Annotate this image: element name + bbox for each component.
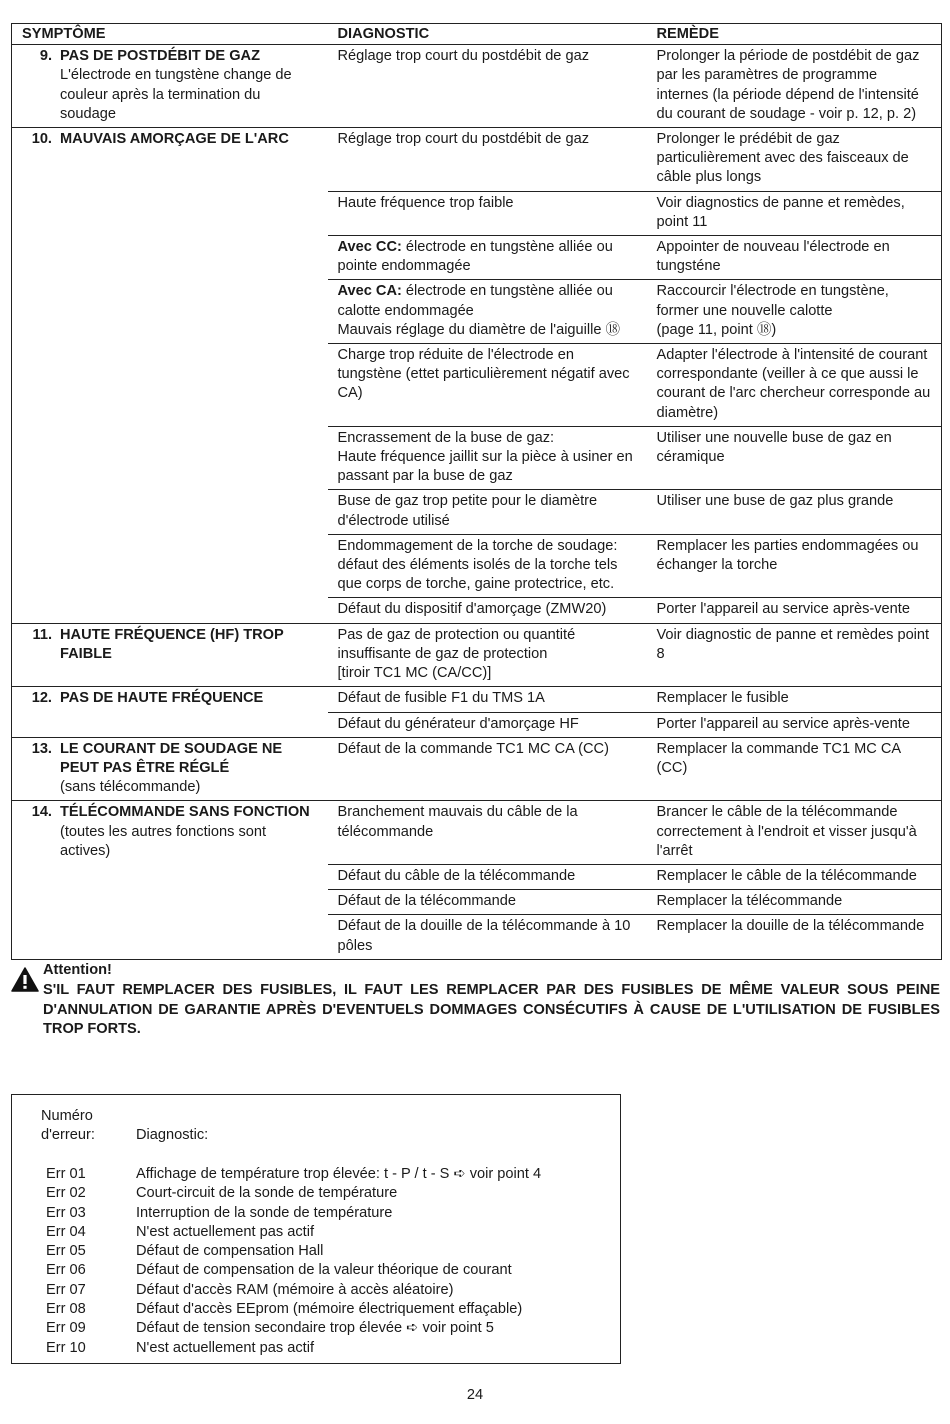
diagnostic-cell (328, 191, 647, 235)
diagnostic-cell (328, 915, 647, 959)
diagnostic-text: Haute fréquence trop faible (337, 194, 514, 211)
error-code: Err 01 (46, 1166, 86, 1182)
diagnostic-text: Encrassement de la buse de gaz: (337, 429, 555, 446)
error-header-diagnostic: Diagnostic: (136, 1127, 209, 1143)
diagnostic-line (338, 917, 637, 955)
remedy-text: Prolonger la période de postdébit de gaz par les paramètres de programme internes (la période dépend de l'intensité du courant de soudage - voir p. 12, p. 2) (656, 48, 920, 122)
diagnostic-text: électrode en tungstène alliée ou pointe endommagée (337, 239, 613, 275)
header-symptom: SYMPTÔME (12, 24, 328, 45)
diagnostic-line (338, 282, 637, 320)
remedy-text: Remplacer le câble de la télécommande (656, 867, 917, 884)
remedy-text: Porter l'appareil au service après-vente (656, 715, 910, 732)
symptom-cell (12, 623, 328, 687)
error-description: Affichage de température trop élevée: t - P / t - S ➪ voir point 4 (136, 1166, 542, 1182)
symptom-cell (12, 687, 328, 737)
remedy-cell (647, 236, 942, 280)
table-row (12, 623, 942, 687)
symptom-number: 9. (39, 48, 52, 65)
remedy-text: Remplacer la douille de la télécommande (656, 918, 925, 935)
remedy-text: Adapter l'électrode à l'intensité de courant correspondante (veiller à ce que aussi le courant de l'arc chercheur corresponde au diamètre) (656, 347, 931, 421)
diagnostic-cell (328, 890, 647, 915)
diagnostic-line (338, 803, 637, 841)
diagnostic-text: Endommagement de la torche de soudage: défaut des éléments isolés de la torche tels que corps de torche, gaine protectrice, etc. (337, 537, 618, 593)
table-row (12, 687, 942, 712)
error-list (12, 1165, 612, 1358)
diagnostic-cell (328, 687, 647, 712)
remedy-text: Voir diagnostics de panne et remèdes, point 11 (656, 194, 905, 230)
error-code: Err 07 (46, 1281, 86, 1298)
symptom-body (60, 626, 310, 664)
remedy-text: Prolonger le prédébit de gaz particulièrement avec des faisceaux de câble plus longs (656, 131, 909, 186)
error-description: Défaut d'accès EEprom (mémoire électriquement effaçable) (136, 1301, 523, 1318)
symptom-subtitle: L'électrode en tungstène change de couleur après la termination du soudage (60, 67, 292, 122)
error-row (12, 1339, 612, 1358)
error-row (12, 1242, 612, 1261)
remedy-text: Utiliser une buse de gaz plus grande (656, 493, 894, 510)
diagnostic-text: Défaut du dispositif d'amorçage (ZMW20) (337, 601, 607, 618)
diagnostic-condition: Avec CA: (337, 283, 402, 300)
diagnostic-text: Réglage trop court du postdébit de gaz (337, 48, 590, 65)
symptom-cell (12, 737, 328, 801)
diagnostic-cell (328, 598, 647, 623)
symptom-body (60, 130, 310, 149)
diagnostic-text: électrode en tungstène alliée ou calotte endommagée (337, 283, 613, 319)
remedy-cell (647, 915, 942, 959)
remedy-cell (647, 864, 942, 889)
error-code: Err 09 (46, 1320, 86, 1337)
remedy-text: Utiliser une nouvelle buse de gaz en céramique (656, 429, 892, 466)
diagnostic-cell (328, 344, 647, 427)
diagnostic-line (338, 600, 637, 619)
error-code: Err 04 (46, 1223, 86, 1240)
diagnostic-text: Défaut de fusible F1 du TMS 1A (337, 690, 545, 707)
remedy-text: Raccourcir l'électrode en tungstène, former une nouvelle calotte (656, 283, 889, 319)
remedy-text: Remplacer les parties endommagées ou échanger la torche (656, 537, 919, 574)
diagnostic-text: Réglage trop court du postdébit de gaz (337, 131, 590, 148)
diagnostic-line (338, 537, 637, 595)
diagnostic-line (338, 689, 637, 708)
diagnostic-text: Défaut du câble de la télécommande (337, 867, 576, 884)
diagnostic-line (338, 867, 637, 886)
error-description: Défaut de tension secondaire trop élevée ➪ voir point 5 (136, 1320, 494, 1337)
remedy-cell (647, 534, 942, 598)
diagnostic-cell (328, 45, 647, 128)
attention-text: S'IL FAUT REMPLACER DES FUSIBLES, IL FAUT LES REMPLACER PAR DES FUSIBLES DE MÊME VALEUR SOUS PEINE D'ANNULATION DE GARANTIE APRÈS D'EVENTUELS DOMMAGES CONSÉCUTIFS À CAUSE DE L'UTILISATION DE FUSIBLES TROP FORTS. (43, 982, 940, 1037)
remedy-cell (647, 191, 942, 235)
diagnostic-cell (328, 534, 647, 598)
troubleshooting-table (11, 23, 942, 960)
remedy-cell (647, 712, 942, 737)
symptom-body (60, 740, 310, 798)
symptom-body (60, 47, 310, 124)
diagnostic-cell (328, 426, 647, 490)
diagnostic-line (338, 892, 637, 911)
error-row (12, 1165, 612, 1184)
diagnostic-cell (328, 864, 647, 889)
error-description: Court-circuit de la sonde de température (136, 1185, 398, 1202)
diagnostic-line (338, 346, 637, 404)
diagnostic-text: Pas de gaz de protection ou quantité insuffisante de gaz de protection (337, 626, 576, 662)
symptom-title: PAS DE POSTDÉBIT DE GAZ (60, 48, 261, 65)
error-code: Err 05 (46, 1243, 86, 1260)
diagnostic-text: Défaut de la télécommande (337, 893, 516, 910)
header-remedy: REMÈDE (647, 24, 942, 45)
remedy-extra: (page 11, point ⑱) (656, 321, 777, 338)
diagnostic-text: Défaut du générateur d'amorçage HF (337, 715, 579, 732)
error-description: Interruption de la sonde de température (136, 1204, 393, 1221)
remedy-cell (647, 687, 942, 712)
diagnostic-text: Branchement mauvais du câble de la télécommande (337, 804, 578, 840)
symptom-title: TÉLÉCOMMANDE SANS FONCTION (60, 804, 310, 821)
diagnostic-cell (328, 623, 647, 687)
diagnostic-line (338, 238, 637, 276)
error-description: N'est actuellement pas actif (136, 1223, 314, 1240)
diagnostic-cell (328, 490, 647, 534)
remedy-cell (647, 426, 942, 490)
error-row (12, 1319, 612, 1338)
diagnostic-cell (328, 712, 647, 737)
diagnostic-cell (328, 801, 647, 865)
diagnostic-text: Défaut de la commande TC1 MC CA (CC) (337, 740, 609, 757)
symptom-title: PAS DE HAUTE FRÉQUENCE (60, 690, 264, 707)
error-description: Défaut de compensation Hall (136, 1243, 324, 1260)
diagnostic-line (338, 626, 637, 664)
remedy-cell (647, 737, 942, 801)
table-body (12, 45, 942, 960)
diagnostic-line (338, 130, 637, 149)
remedy-cell (647, 490, 942, 534)
symptom-cell (12, 45, 328, 128)
remedy-cell (647, 344, 942, 427)
page-number: 24 (466, 1387, 484, 1403)
symptom-subtitle: (toutes les autres fonctions sont actives) (60, 823, 267, 859)
symptom-cell (12, 128, 328, 624)
error-code: Err 02 (46, 1185, 86, 1202)
error-description: Défaut de compensation de la valeur théorique de courant (136, 1262, 512, 1279)
remedy-text: Porter l'appareil au service après-vente (656, 601, 910, 618)
error-description: N'est actuellement pas actif (136, 1339, 314, 1356)
symptom-body (60, 803, 310, 861)
remedy-cell (647, 280, 942, 344)
diagnostic-line (338, 492, 637, 530)
diagnostic-extra: [tiroir TC1 MC (CA/CC)] (337, 665, 492, 682)
diagnostic-line (338, 47, 637, 66)
table-row (12, 801, 942, 865)
symptom-number: 12. (31, 690, 52, 707)
remedy-text: Voir diagnostic de panne et remèdes point 8 (656, 626, 930, 662)
diagnostic-cell (328, 280, 647, 344)
symptom-number: 13. (31, 740, 52, 757)
table-header-row (12, 24, 942, 45)
error-header-code: d'erreur: (41, 1127, 95, 1143)
symptom-number: 10. (31, 131, 52, 148)
remedy-text: Remplacer le fusible (656, 690, 789, 707)
remedy-cell (647, 128, 942, 192)
symptom-title: MAUVAIS AMORÇAGE DE L'ARC (60, 131, 289, 148)
table-row (12, 45, 942, 128)
warning-icon (11, 967, 39, 992)
error-code-box (11, 1094, 621, 1364)
diagnostic-extra: Mauvais réglage du diamètre de l'aiguille ⑱ (337, 321, 621, 338)
error-row (12, 1261, 612, 1280)
remedy-cell (647, 45, 942, 128)
diagnostic-cell (328, 236, 647, 280)
error-row (12, 1204, 612, 1223)
error-header-number: Numéro (41, 1108, 93, 1124)
diagnostic-extra: Haute fréquence jaillit sur la pièce à usiner en passant par la buse de gaz (337, 449, 633, 485)
error-code: Err 03 (46, 1204, 86, 1221)
diagnostic-cell (328, 737, 647, 801)
diagnostic-text: Défaut de la douille de la télécommande à 10 pôles (337, 918, 631, 954)
symptom-title: LE COURANT DE SOUDAGE NE PEUT PAS ÊTRE RÉGLÉ (60, 740, 283, 776)
remedy-text: Remplacer la télécommande (656, 893, 843, 910)
diagnostic-text: Charge trop réduite de l'électrode en tungstène (ettet particulièrement négatif avec CA) (337, 347, 630, 402)
error-code: Err 10 (46, 1339, 86, 1356)
header-diagnostic: DIAGNOSTIC (328, 24, 647, 45)
remedy-cell (647, 623, 942, 687)
error-row (12, 1281, 612, 1300)
table-row (12, 128, 942, 192)
diagnostic-line (338, 429, 637, 448)
remedy-cell (647, 801, 942, 865)
symptom-number: 14. (31, 804, 52, 821)
diagnostic-condition: Avec CC: (337, 239, 402, 256)
remedy-text: Appointer de nouveau l'électrode en tungsténe (656, 239, 890, 275)
remedy-text: Brancer le câble de la télécommande correctement à l'endroit et visser jusqu'à l'arrêt (656, 804, 917, 859)
remedy-cell (647, 890, 942, 915)
diagnostic-line (338, 740, 637, 759)
table-row (12, 737, 942, 801)
symptom-number: 11. (32, 626, 52, 643)
error-row (12, 1223, 612, 1242)
symptom-title: HAUTE FRÉQUENCE (HF) TROP FAIBLE (60, 626, 284, 662)
error-code: Err 08 (46, 1301, 86, 1318)
diagnostic-line (338, 194, 637, 213)
diagnostic-text: Buse de gaz trop petite pour le diamètre d'électrode utilisé (337, 493, 598, 529)
diagnostic-cell (328, 128, 647, 192)
error-code: Err 06 (46, 1262, 86, 1279)
symptom-subtitle: (sans télécommande) (60, 779, 201, 796)
error-description: Défaut d'accès RAM (mémoire à accès aléatoire) (136, 1281, 454, 1298)
error-row (12, 1300, 612, 1319)
error-row (12, 1184, 612, 1203)
symptom-body (60, 689, 310, 708)
symptom-cell (12, 801, 328, 959)
remedy-text: Remplacer la commande TC1 MC CA (CC) (656, 740, 901, 776)
remedy-cell (647, 598, 942, 623)
diagnostic-line (338, 715, 637, 734)
attention-title: Attention! (43, 962, 112, 978)
